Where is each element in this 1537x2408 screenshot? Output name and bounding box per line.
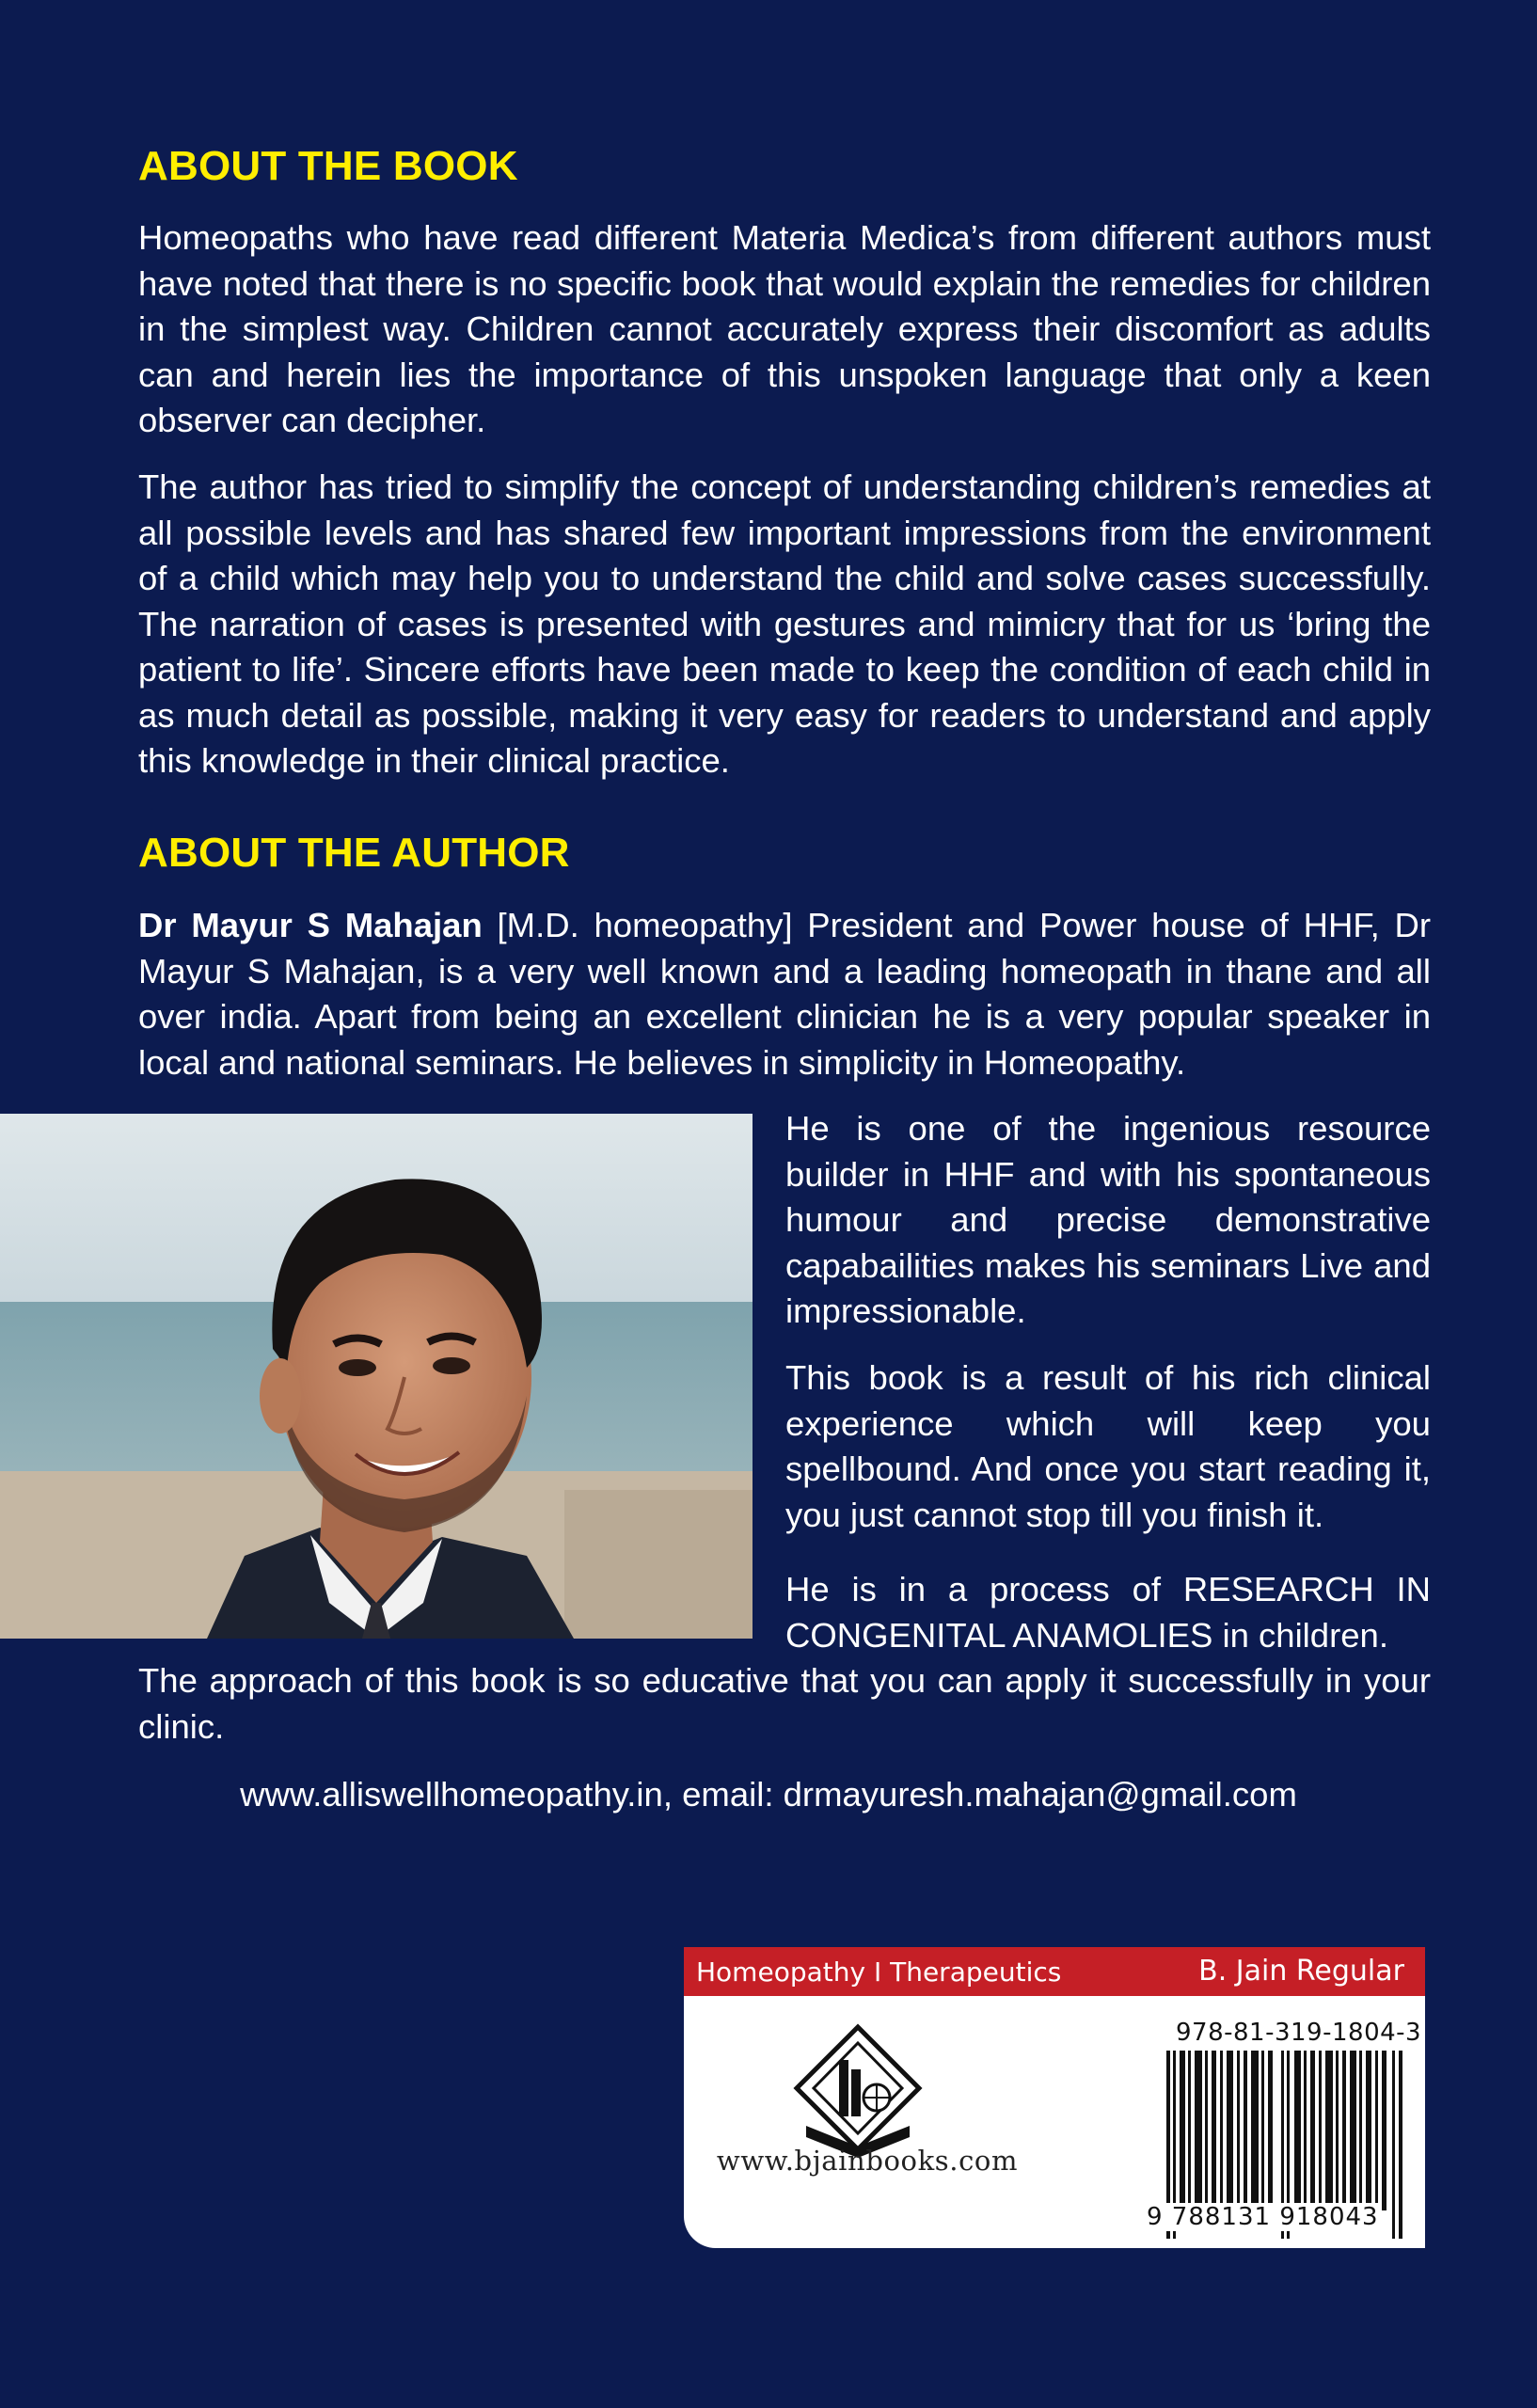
author-closing: The approach of this book is so educative that you can apply it successfully in your clinic.	[138, 1661, 1431, 1746]
about-book-paragraph-1: Homeopaths who have read different Materia Medica’s from different authors must have noted that there is no specific book that would explain the remedies for children in the simplest way. Children cannot accurately express their discomfort as adults can and herein lies the importance of this unspoken language that only a keen observer can decipher.	[138, 218, 1431, 439]
about-book-paragraph-2: The author has tried to simplify the concept of understanding children’s remedies at all possible levels and has shared few important impressions from the environment of a child which may help you to understand the child and solve cases successfully. The narration of cases is presented with gestures and mimicry that for us ‘bring the patient to life’. Sincere efforts have been made to keep the condition of each child in as much detail as possible, making it very easy for readers to understand and apply this knowledge in their clinical practice.	[138, 467, 1431, 780]
book-category: Homeopathy I Therapeutics	[696, 1956, 1062, 1988]
isbn-number: 978-81-319-1804-3	[1176, 2019, 1422, 2047]
author-intro	[138, 903, 1431, 1085]
author-photo	[0, 1114, 753, 1639]
book-series: B. Jain Regular	[1198, 1955, 1404, 1988]
about-book-heading: ABOUT THE BOOK	[138, 143, 518, 189]
about-author-heading: ABOUT THE AUTHOR	[138, 830, 570, 876]
publisher-box	[684, 1947, 1425, 2248]
author-contact: www.alliswellhomeopathy.in, email: drmayuresh.mahajan@gmail.com	[240, 1775, 1297, 1814]
publisher-logo-icon	[787, 2022, 928, 2163]
author-name: Dr Mayur S Mahajan	[138, 906, 483, 944]
barcode-digits: 9 788131 918043	[1147, 2203, 1379, 2231]
author-side-paragraph-2: This book is a result of his rich clinical experience which will keep you spellbound. And once you start reading it, you just cannot stop till you finish it.	[785, 1358, 1431, 1534]
author-side-paragraph-1: He is one of the ingenious resource builder in HHF and with his spontaneous humour and precise demonstrative capabailities makes his seminars Live and impressionable.	[785, 1109, 1431, 1330]
author-side-paragraph-3: He is in a process of RESEARCH IN CONGENITAL ANAMOLIES in children.	[785, 1570, 1431, 1655]
publisher-bar	[684, 1947, 1425, 1996]
publisher-website: www.bjainbooks.com	[716, 2145, 1019, 2177]
author-intro-text: [M.D. homeopathy] President and Power house of HHF, Dr Mayur S Mahajan, is a very well known and a leading homeopath in thane and all over india. Apart from being an excellent clinician he is a very popular speaker in local and national seminars. He believes in simplicity in Homeopathy.	[138, 906, 1431, 1082]
